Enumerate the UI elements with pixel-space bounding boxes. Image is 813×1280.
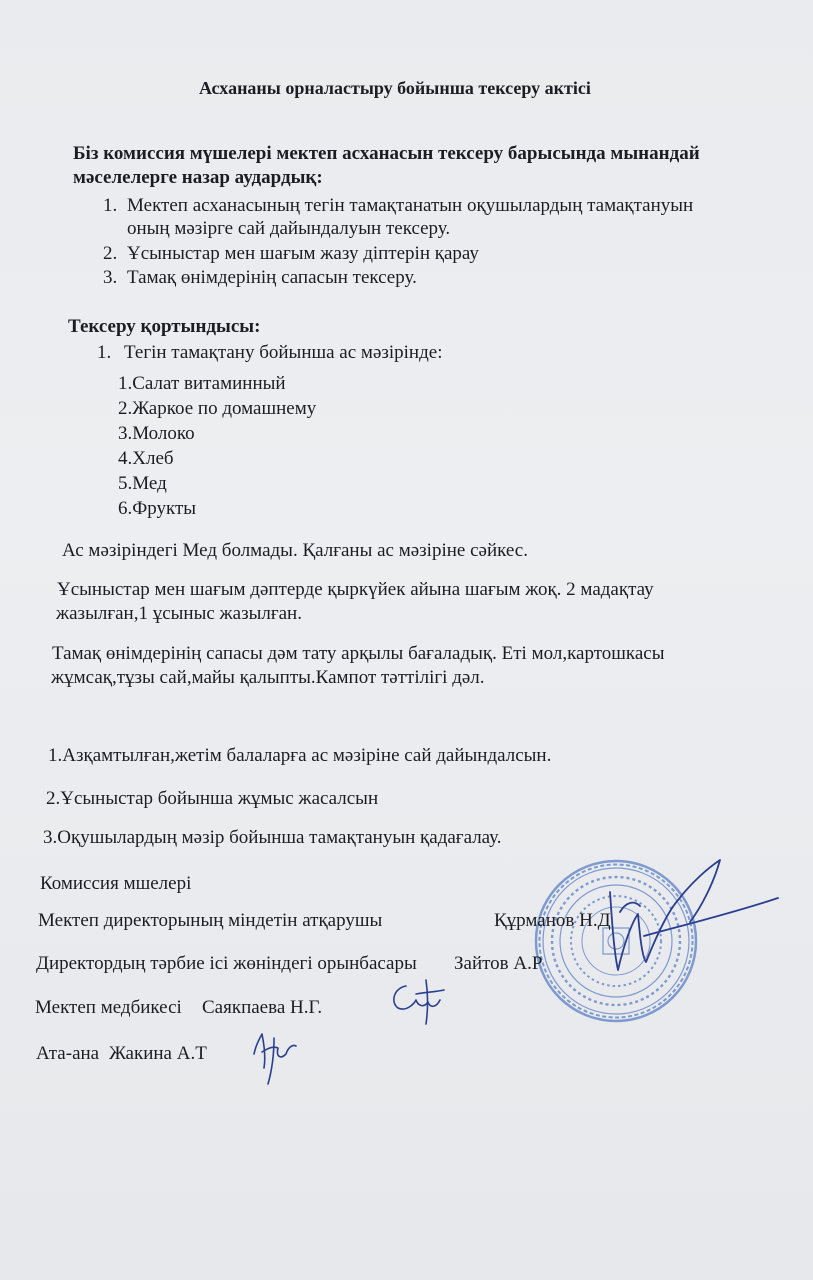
check-item-text: Тамақ өнімдерінің сапасын тексеру. bbox=[127, 267, 417, 288]
signatory-role: Мектеп медбикесі bbox=[35, 997, 182, 1018]
check-number: 1. bbox=[103, 195, 118, 216]
director-signature-icon bbox=[580, 852, 780, 992]
check-item-text: Мектеп асханасының тегін тамақтанатын оқушылардың тамақтануын bbox=[127, 195, 694, 216]
results-number: 1. bbox=[97, 342, 112, 363]
finding-complaints-line-1: Ұсыныстар мен шағым дәптерде қыркүйек айына шағым жоқ. 2 мадақтау bbox=[57, 579, 654, 600]
signatory-role: Мектеп директорының міндетін атқарушы bbox=[38, 910, 383, 931]
intro-line-2: мәселелерге назар аудардық: bbox=[73, 167, 323, 188]
finding-quality-line-2: жұмсақ,тұзы сай,майы қалыпты.Кампот тәттілігі дәл. bbox=[51, 667, 485, 688]
finding-complaints-line-2: жазылған,1 ұсыныс жазылған. bbox=[56, 603, 302, 624]
check-item-text: оның мәзірге сай дайындалуын тексеру. bbox=[127, 218, 451, 239]
menu-item: 1.Салат витаминный bbox=[118, 373, 286, 394]
results-heading: Тексеру қортындысы: bbox=[68, 316, 261, 337]
check-item-text: Ұсыныстар мен шағым жазу діптерін қарау bbox=[127, 243, 479, 264]
signatory-name: Жакина А.Т bbox=[109, 1043, 207, 1064]
signatory-role: Директордың тәрбие ісі жөніндегі орынбасары bbox=[36, 953, 417, 974]
check-number: 3. bbox=[103, 267, 118, 288]
finding-quality-line-1: Тамақ өнімдерінің сапасы дәм тату арқылы бағаладық. Еті мол,картошкасы bbox=[52, 643, 665, 664]
menu-item: 5.Мед bbox=[118, 473, 167, 494]
menu-item: 6.Фрукты bbox=[118, 498, 197, 519]
signatory-role: Ата-ана bbox=[36, 1043, 100, 1064]
finding-menu: Ас мәзіріндегі Мед болмады. Қалғаны ас мәзіріне сәйкес. bbox=[62, 540, 528, 561]
menu-item: 2.Жаркое по домашнему bbox=[118, 398, 317, 419]
signatory-name: Саякпаева Н.Г. bbox=[202, 997, 323, 1018]
commission-label: Комиссия мшелері bbox=[40, 873, 192, 894]
recommendation-item: 1.Азқамтылған,жетім балаларға ас мәзіріне сай дайындалсын. bbox=[48, 745, 552, 766]
signatory-name: Зайтов А.Р bbox=[454, 953, 543, 974]
menu-item: 4.Хлеб bbox=[118, 448, 174, 469]
parent-signature-icon bbox=[244, 1024, 308, 1088]
signatory-name: Құрманов Н.Д bbox=[494, 910, 611, 931]
nurse-signature-icon bbox=[386, 972, 450, 1028]
recommendation-item: 3.Оқушылардың мәзір бойынша тамақтануын қадағалау. bbox=[43, 827, 502, 848]
document-title: Асхананы орналастыру бойынша тексеру актісі bbox=[199, 78, 591, 98]
recommendation-item: 2.Ұсыныстар бойынша жұмыс жасалсын bbox=[46, 788, 379, 809]
check-number: 2. bbox=[103, 243, 118, 264]
results-item-text: Тегін тамақтану бойынша ас мәзірінде: bbox=[124, 342, 443, 363]
menu-item: 3.Молоко bbox=[118, 423, 195, 444]
intro-line-1: Біз комиссия мүшелері мектеп асханасын тексеру барысында мынандай bbox=[73, 143, 700, 164]
